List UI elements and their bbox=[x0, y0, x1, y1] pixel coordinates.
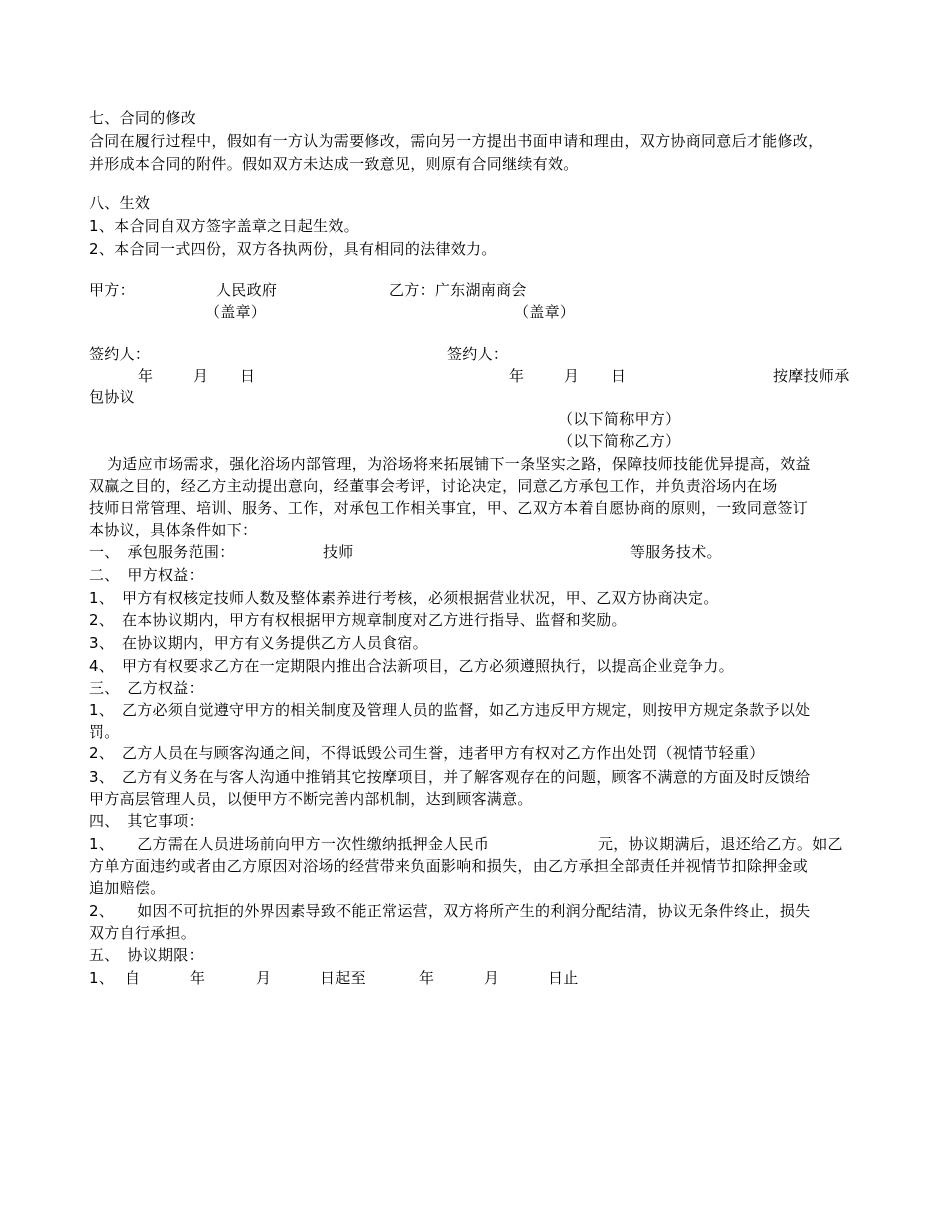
party-b-date-day: 日 bbox=[611, 367, 627, 385]
party-a-label: 甲方： bbox=[89, 281, 135, 299]
preamble-line: 技师日常管理、培训、服务、工作，对承包工作相关事宜，甲、乙双方本着自愿协商的原则，一致同意签订 bbox=[89, 499, 809, 517]
party-a-seal: （盖章） bbox=[205, 303, 267, 321]
rights-b-item-continued: 罚。 bbox=[89, 723, 120, 741]
other-item-1-cont: 追加赔偿。 bbox=[89, 879, 166, 897]
section-8-title: 八、生效 bbox=[89, 194, 151, 212]
rights-b-item: 3、 乙方有义务在与客人沟通中推销其它按摩项目，并了解客观存在的问题，顾客不满意的方面及时反馈给 bbox=[89, 768, 811, 786]
party-a-name: 人民政府 bbox=[216, 281, 278, 299]
section-8-item: 2、本合同一式四份，双方各执两份，具有相同的法律效力。 bbox=[89, 240, 497, 258]
term-title: 五、 协议期限： bbox=[89, 946, 204, 964]
agreement-title: 按摩技师承 bbox=[773, 367, 850, 385]
preamble-line: 本协议，具体条件如下： bbox=[89, 521, 258, 539]
party-b-signer-label: 签约人： bbox=[447, 345, 509, 363]
rights-a-item: 4、 甲方有权要求乙方在一定期限内推出合法新项目，乙方必须遵照执行，以提高企业竞争力。 bbox=[89, 657, 734, 675]
party-a-reference: （以下简称甲方） bbox=[558, 410, 681, 428]
term-end-day: 日止 bbox=[548, 969, 579, 987]
term-from: 自 bbox=[125, 969, 141, 987]
party-b-date-month: 月 bbox=[564, 367, 580, 385]
rights-b-item-continued: 甲方高层管理人员，以便甲方不断完善内部机制，达到顾客满意。 bbox=[89, 790, 533, 808]
term-item-number: 1、 bbox=[89, 969, 115, 987]
party-a-date-year: 年 bbox=[138, 367, 154, 385]
party-b-seal: （盖章） bbox=[514, 303, 576, 321]
party-b-date-year: 年 bbox=[509, 367, 525, 385]
other-item-1-cont: 方单方面违约或者由乙方原因对浴场的经营带来负面影响和损失，由乙方承担全部责任并视情节扣除押金或 bbox=[89, 857, 809, 875]
other-item-2-cont: 双方自行承担。 bbox=[89, 924, 197, 942]
term-start-day: 日起至 bbox=[320, 969, 366, 987]
term-end-month: 月 bbox=[484, 969, 500, 987]
term-end-year: 年 bbox=[419, 969, 435, 987]
rights-a-title: 二、 甲方权益： bbox=[89, 566, 204, 584]
other-item-2: 2、 如因不可抗拒的外界因素导致不能正常运营，双方将所产生的利润分配结清，协议无条件终止，损失 bbox=[89, 902, 811, 920]
party-a-signer-label: 签约人： bbox=[89, 345, 151, 363]
party-b-reference: （以下简称乙方） bbox=[558, 432, 681, 450]
section-8-item: 1、本合同自双方签字盖章之日起生效。 bbox=[89, 217, 359, 235]
rights-a-item: 3、 在协议期内，甲方有义务提供乙方人员食宿。 bbox=[89, 634, 428, 652]
party-a-date-month: 月 bbox=[193, 367, 209, 385]
agreement-title-continued: 包协议 bbox=[89, 388, 135, 406]
preamble-line: 为适应市场需求，强化浴场内部管理，为浴场将来拓展铺下一条坚实之路，保障技师技能优异提高，效益 bbox=[107, 455, 811, 473]
rights-b-item: 1、 乙方必须自觉遵守甲方的相关制度及管理人员的监督，如乙方违反甲方规定，则按甲方规定条款予以处 bbox=[89, 701, 811, 719]
party-b-label: 乙方：广东湖南商会 bbox=[389, 281, 527, 299]
section-7-title: 七、合同的修改 bbox=[89, 109, 197, 127]
rights-a-item: 1、 甲方有权核定技师人数及整体素养进行考核，必须根据营业状况，甲、乙双方协商决定。 bbox=[89, 589, 719, 607]
section-7-body-line: 合同在履行过程中，假如有一方认为需要修改，需向另一方提出书面申请和理由，双方协商同意后才能修改， bbox=[89, 132, 824, 150]
other-item-1: 1、 乙方需在人员进场前向甲方一次性缴纳抵押金人民币 bbox=[89, 835, 490, 853]
section-7-body-line: 并形成本合同的附件。假如双方未达成一致意见，则原有合同继续有效。 bbox=[89, 155, 579, 173]
term-start-year: 年 bbox=[190, 969, 206, 987]
rights-b-item: 2、 乙方人员在与顾客沟通之间，不得诋毁公司生誉，违者甲方有权对乙方作出处罚（视情节轻重） bbox=[89, 744, 765, 762]
scope-end: 等服务技术。 bbox=[630, 543, 722, 561]
scope-label: 一、 承包服务范围： bbox=[89, 543, 235, 561]
term-start-month: 月 bbox=[256, 969, 272, 987]
party-a-date-day: 日 bbox=[240, 367, 256, 385]
other-item-1-cont: 元，协议期满后，退还给乙方。如乙 bbox=[598, 835, 843, 853]
other-title: 四、 其它事项： bbox=[89, 812, 204, 830]
scope-technician: 技师 bbox=[323, 543, 354, 561]
rights-a-item: 2、 在本协议期内，甲方有权根据甲方规章制度对乙方进行指导、监督和奖励。 bbox=[89, 611, 627, 629]
rights-b-title: 三、 乙方权益： bbox=[89, 679, 204, 697]
preamble-line: 双赢之目的，经乙方主动提出意向，经董事会考评，讨论决定，同意乙方承包工作，并负责浴场内在场 bbox=[89, 477, 778, 495]
